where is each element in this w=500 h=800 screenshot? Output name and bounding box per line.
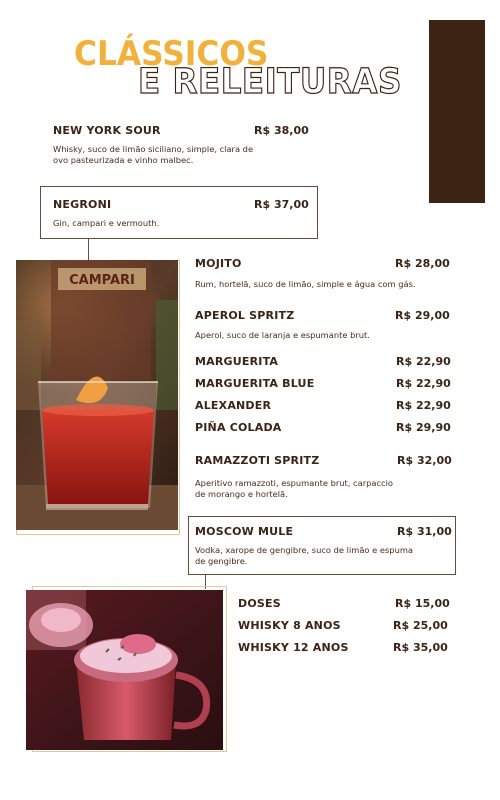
item-name-marguerita: MARGUERITA — [195, 355, 279, 368]
item-name-aperol-spritz: APEROL SPRITZ — [195, 309, 295, 322]
page-title: CLÁSSICOS — [74, 34, 269, 74]
item-price-marguerita: R$ 22,90 — [396, 355, 451, 368]
item-price-whisky-8: R$ 25,00 — [393, 619, 448, 632]
item-desc-ramazzoti-spritz: Aperitivo ramazzoti, espumante brut, carpaccio de morango e hortelã. — [195, 478, 393, 499]
item-price-moscow-mule: R$ 31,00 — [397, 525, 452, 538]
decorative-brown-bar — [429, 20, 485, 203]
item-price-new-york-sour: R$ 38,00 — [254, 124, 309, 137]
item-name-pina-colada: PIÑA COLADA — [195, 421, 282, 434]
item-desc-moscow-mule: Vodka, xarope de gengibre, suco de limão e espuma de gengibre. — [195, 545, 413, 566]
item-name-new-york-sour: NEW YORK SOUR — [53, 124, 161, 137]
item-price-marguerita-blue: R$ 22,90 — [396, 377, 451, 390]
negroni-photo — [16, 260, 178, 530]
item-name-alexander: ALEXANDER — [195, 399, 272, 412]
item-price-aperol-spritz: R$ 29,00 — [395, 309, 450, 322]
item-name-mojito: MOJITO — [195, 257, 242, 270]
item-name-negroni: NEGRONI — [53, 198, 112, 211]
item-desc-negroni: Gin, campari e vermouth. — [53, 218, 160, 228]
item-name-marguerita-blue: MARGUERITA BLUE — [195, 377, 315, 390]
item-price-whisky-12: R$ 35,00 — [393, 641, 448, 654]
page-subtitle: E RELEITURAS — [138, 62, 402, 102]
item-name-ramazzoti-spritz: RAMAZZOTI SPRITZ — [195, 454, 320, 467]
item-desc-new-york-sour: Whisky, suco de limão siciliano, simple, clara de ovo pasteurizada e vinho malbec. — [53, 144, 254, 165]
negroni-box — [40, 186, 318, 239]
item-price-negroni: R$ 37,00 — [254, 198, 309, 211]
item-name-whisky-8: WHISKY 8 ANOS — [238, 619, 341, 632]
item-price-ramazzoti-spritz: R$ 32,00 — [397, 454, 452, 467]
item-price-pina-colada: R$ 29,90 — [396, 421, 451, 434]
item-name-moscow-mule: MOSCOW MULE — [195, 525, 294, 538]
bottle-label-text: CAMPARI — [69, 273, 135, 288]
item-desc-mojito: Rum, hortelã, suco de limão, simple e água com gás. — [195, 279, 416, 289]
item-price-alexander: R$ 22,90 — [396, 399, 451, 412]
moscow-mule-photo — [26, 590, 223, 750]
item-price-doses: R$ 15,00 — [395, 597, 450, 610]
item-name-doses: DOSES — [238, 597, 281, 610]
item-price-mojito: R$ 28,00 — [395, 257, 450, 270]
item-name-whisky-12: WHISKY 12 ANOS — [238, 641, 349, 654]
item-desc-aperol-spritz: Aperol, suco de laranja e espumante brut. — [195, 330, 370, 340]
connector-line — [88, 239, 89, 261]
